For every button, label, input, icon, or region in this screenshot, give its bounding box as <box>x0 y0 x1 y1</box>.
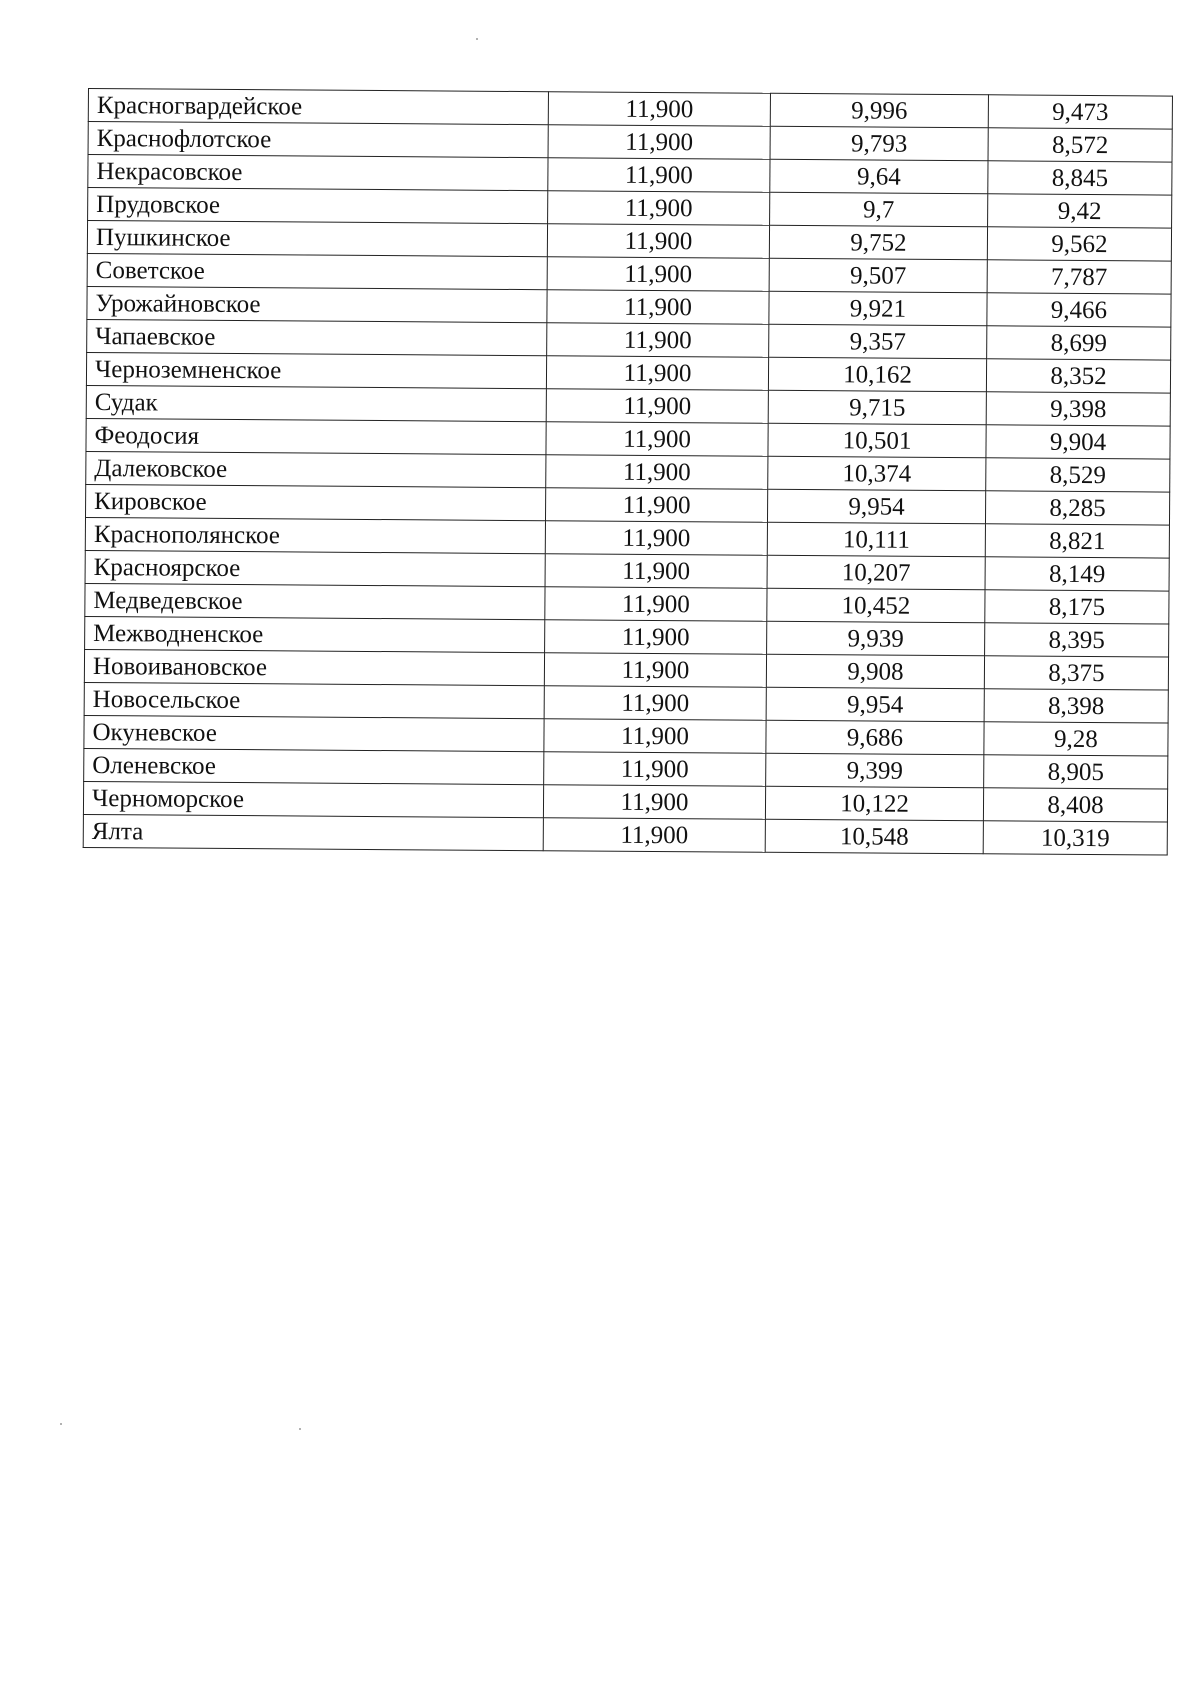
value-cell-2: 9,507 <box>769 258 987 293</box>
value-cell-2: 9,752 <box>769 225 987 260</box>
row-name-cell: Красногвардейское <box>88 89 548 125</box>
value-cell-1: 11,900 <box>544 686 766 721</box>
value-cell-3: 8,352 <box>986 359 1170 393</box>
value-cell-3: 8,699 <box>987 326 1171 360</box>
value-cell-3: 8,821 <box>985 524 1169 558</box>
value-cell-1: 11,900 <box>546 422 768 457</box>
value-cell-3: 8,572 <box>988 128 1172 162</box>
value-cell-2: 9,64 <box>770 159 988 194</box>
value-cell-2: 9,939 <box>767 621 985 656</box>
value-cell-3: 8,285 <box>985 491 1169 525</box>
value-cell-2: 9,686 <box>766 720 984 755</box>
value-cell-1: 11,900 <box>545 521 767 556</box>
value-cell-2: 10,111 <box>767 522 985 557</box>
scan-speck <box>476 38 478 40</box>
value-cell-1: 11,900 <box>547 257 769 292</box>
value-cell-2: 9,793 <box>770 126 988 161</box>
row-name-cell: Феодосия <box>86 418 546 454</box>
row-name-cell: Красноярское <box>85 550 545 586</box>
value-cell-1: 11,900 <box>548 125 770 160</box>
row-name-cell: Урожайновское <box>87 286 547 322</box>
value-cell-1: 11,900 <box>543 818 765 853</box>
value-cell-2: 10,452 <box>767 588 985 623</box>
value-cell-1: 11,900 <box>546 356 768 391</box>
value-cell-3: 8,149 <box>985 557 1169 591</box>
value-cell-2: 10,207 <box>767 555 985 590</box>
value-cell-3: 8,398 <box>984 689 1168 723</box>
row-name-cell: Межводненское <box>85 616 545 652</box>
row-name-cell: Черноморское <box>83 781 543 817</box>
value-cell-2: 9,357 <box>769 324 987 359</box>
value-cell-3: 9,398 <box>986 392 1170 426</box>
value-cell-3: 8,905 <box>984 755 1168 789</box>
scan-speck <box>299 1428 301 1430</box>
value-cell-3: 7,787 <box>987 260 1171 294</box>
row-name-cell: Кировское <box>86 484 546 520</box>
row-name-cell: Оленевское <box>84 748 544 784</box>
value-cell-2: 9,908 <box>766 654 984 689</box>
row-name-cell: Новоивановское <box>84 649 544 685</box>
row-name-cell: Чапаевское <box>87 319 547 355</box>
row-name-cell: Прудовское <box>88 188 548 224</box>
value-cell-2: 10,162 <box>768 357 986 392</box>
row-name-cell: Медведевское <box>85 583 545 619</box>
value-cell-2: 9,921 <box>769 291 987 326</box>
value-cell-2: 9,954 <box>766 687 984 722</box>
value-cell-3: 9,466 <box>987 293 1171 327</box>
value-cell-1: 11,900 <box>547 323 769 358</box>
row-name-cell: Новосельское <box>84 682 544 718</box>
value-cell-2: 10,548 <box>765 819 983 854</box>
row-name-cell: Ялта <box>83 814 543 850</box>
value-cell-3: 8,395 <box>985 623 1169 657</box>
value-cell-2: 9,715 <box>768 390 986 425</box>
value-cell-1: 11,900 <box>545 488 767 523</box>
row-name-cell: Пушкинское <box>87 221 547 257</box>
value-cell-1: 11,900 <box>544 752 766 787</box>
value-cell-1: 11,900 <box>545 620 767 655</box>
value-cell-2: 10,122 <box>765 786 983 821</box>
value-cell-1: 11,900 <box>547 290 769 325</box>
value-cell-2: 10,374 <box>768 456 986 491</box>
value-cell-3: 8,845 <box>988 161 1172 195</box>
value-cell-1: 11,900 <box>543 785 765 820</box>
value-cell-3: 8,529 <box>986 458 1170 492</box>
value-cell-2: 9,7 <box>770 192 988 227</box>
value-cell-2: 9,996 <box>770 93 988 128</box>
row-name-cell: Черноземненское <box>86 352 546 388</box>
value-cell-1: 11,900 <box>546 455 768 490</box>
value-cell-1: 11,900 <box>545 587 767 622</box>
row-name-cell: Некрасовское <box>88 155 548 191</box>
value-cell-3: 9,473 <box>988 95 1172 129</box>
row-name-cell: Окуневское <box>84 715 544 751</box>
value-cell-2: 9,954 <box>767 489 985 524</box>
row-name-cell: Краснофлотское <box>88 122 548 158</box>
value-cell-3: 9,42 <box>988 194 1172 228</box>
scan-speck <box>60 1423 62 1425</box>
value-cell-1: 11,900 <box>546 389 768 424</box>
value-cell-1: 11,900 <box>548 158 770 193</box>
value-cell-1: 11,900 <box>544 719 766 754</box>
table-body <box>83 89 1172 856</box>
value-cell-3: 8,375 <box>984 656 1168 690</box>
table-row <box>83 814 1167 855</box>
value-cell-2: 10,501 <box>768 423 986 458</box>
value-cell-2: 9,399 <box>766 753 984 788</box>
row-name-cell: Далековское <box>86 451 546 487</box>
value-cell-3: 9,28 <box>984 722 1168 756</box>
value-cell-1: 11,900 <box>548 92 770 127</box>
value-cell-1: 11,900 <box>544 653 766 688</box>
value-cell-1: 11,900 <box>545 554 767 589</box>
value-cell-3: 10,319 <box>983 821 1167 855</box>
row-name-cell: Краснополянское <box>85 517 545 553</box>
value-cell-3: 8,175 <box>985 590 1169 624</box>
value-cell-3: 9,904 <box>986 425 1170 459</box>
data-table <box>83 88 1173 856</box>
value-cell-1: 11,900 <box>548 191 770 226</box>
value-cell-3: 9,562 <box>987 227 1171 261</box>
value-cell-3: 8,408 <box>983 788 1167 822</box>
value-cell-1: 11,900 <box>547 224 769 259</box>
row-name-cell: Судак <box>86 385 546 421</box>
row-name-cell: Советское <box>87 253 547 289</box>
